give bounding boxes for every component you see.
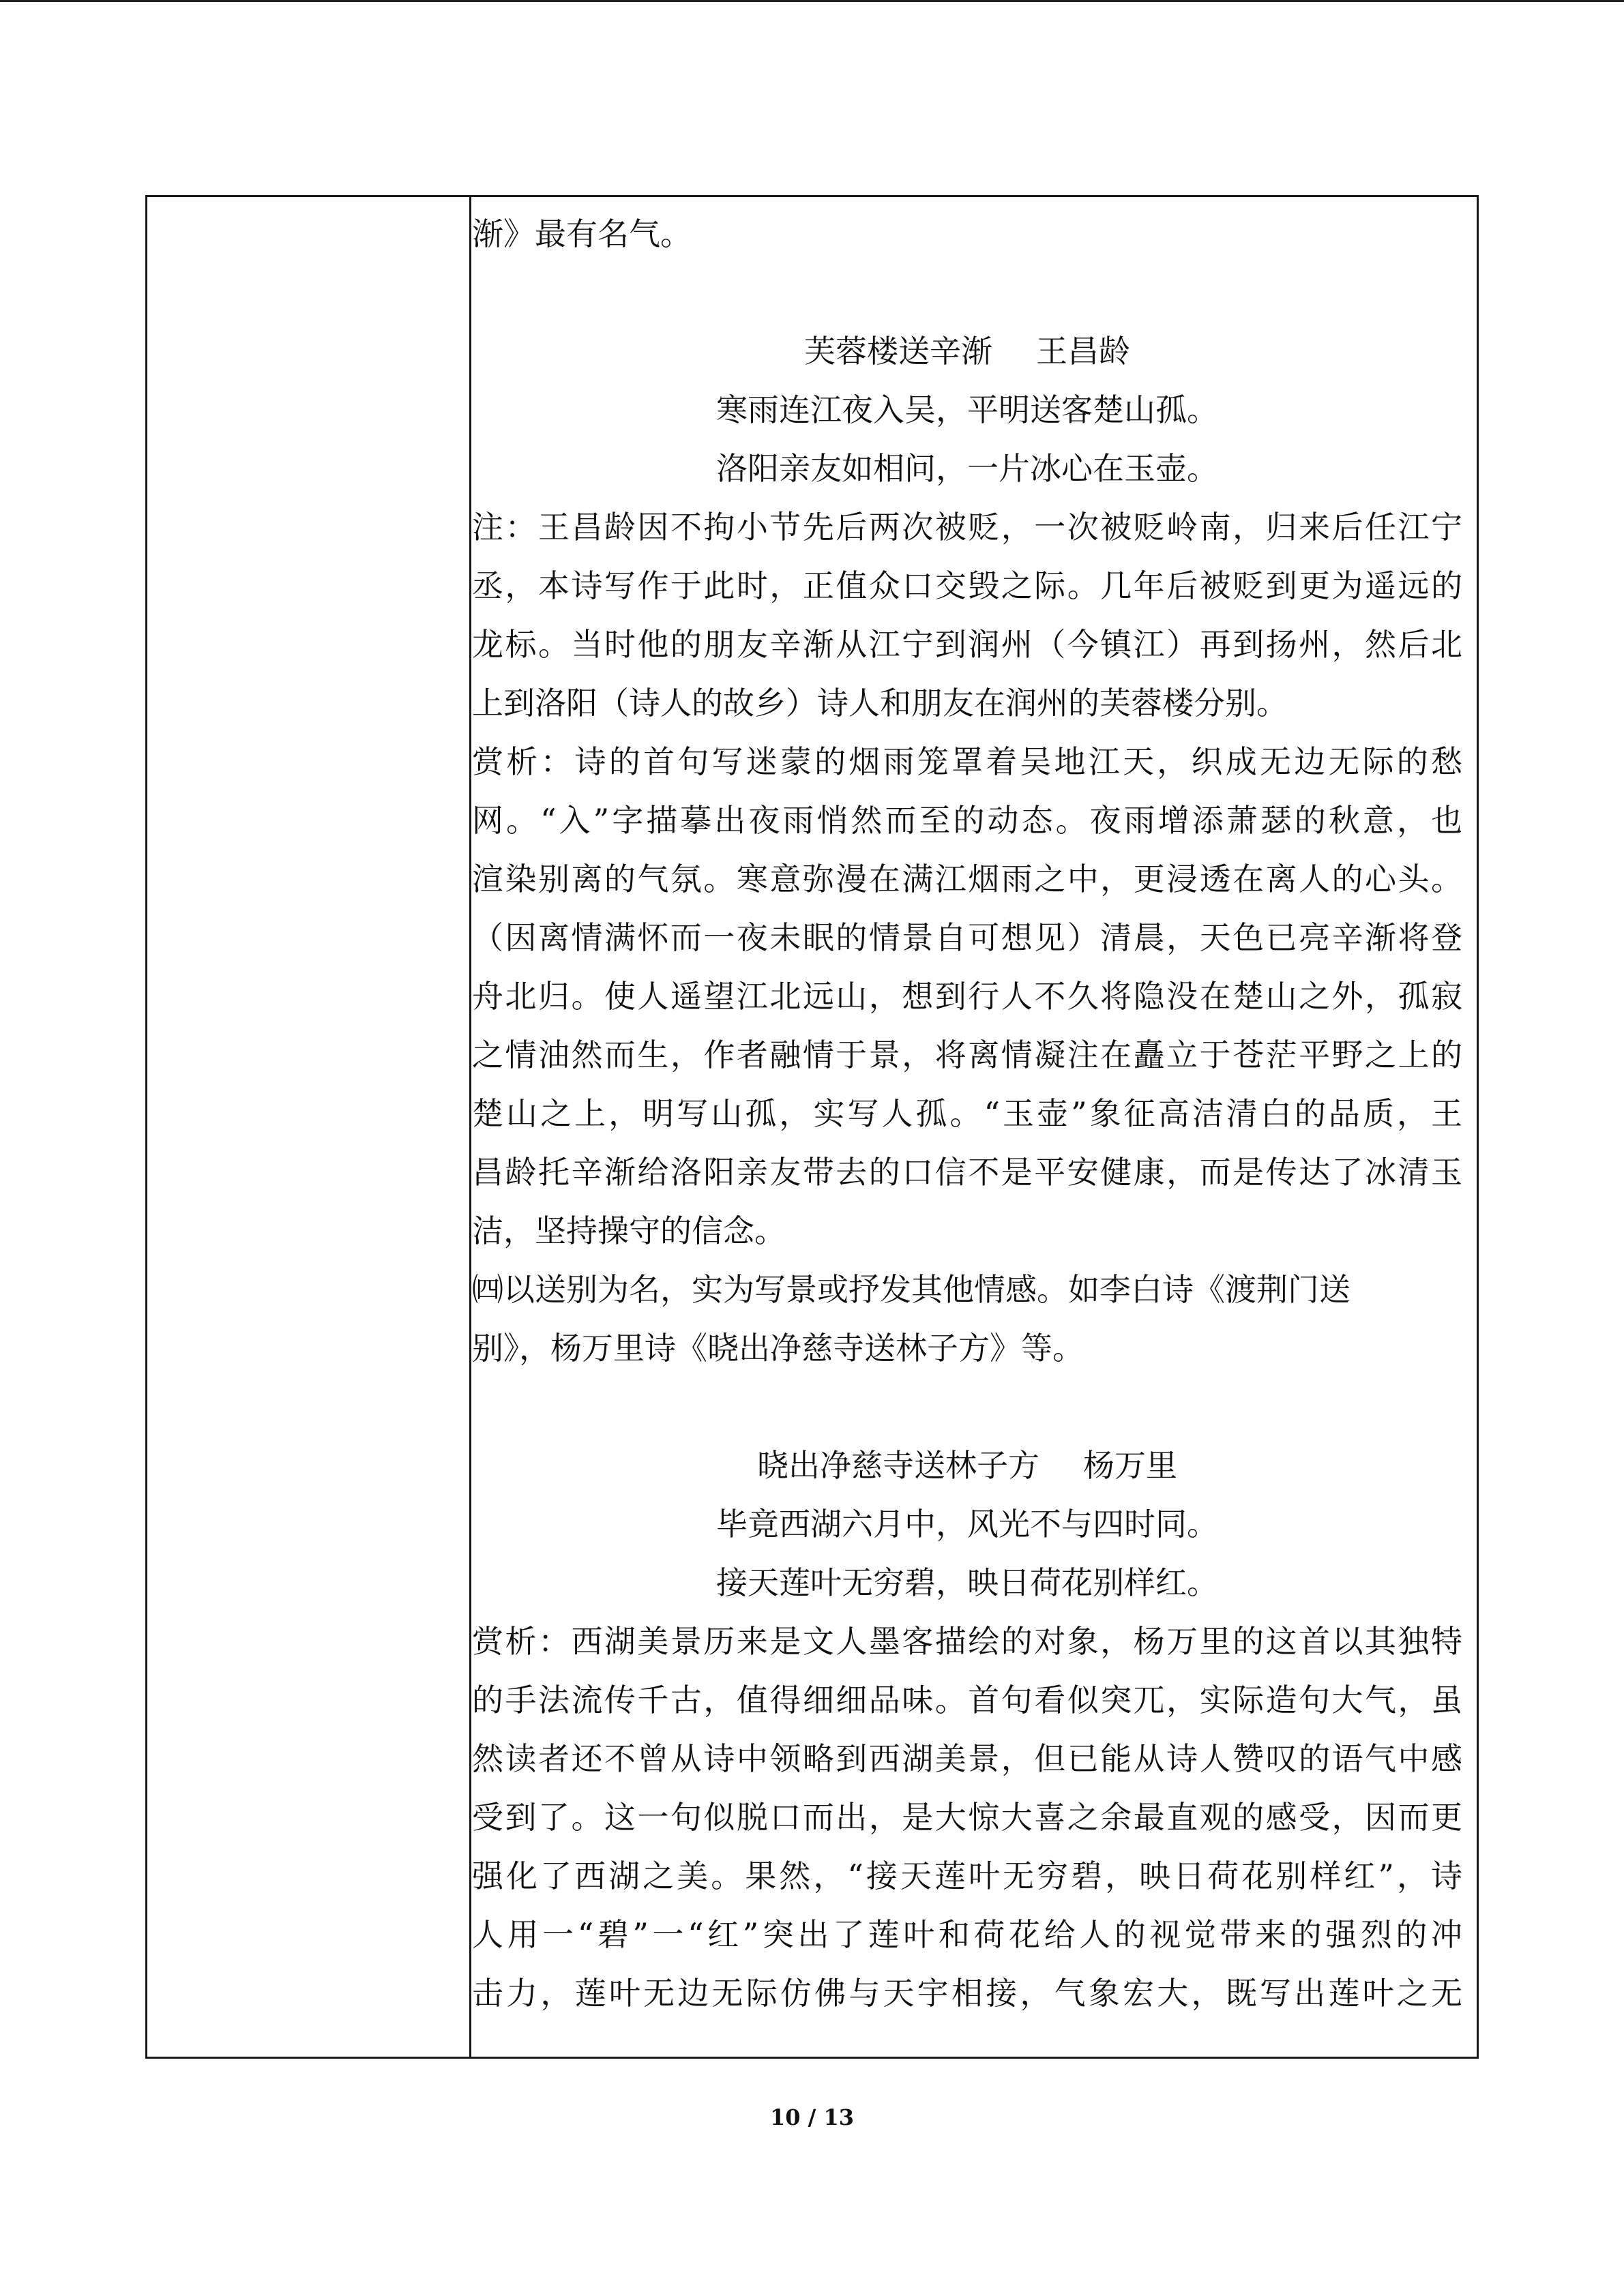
section4-line: 别》，杨万里诗《晓出净慈寺送林子方》等。 xyxy=(472,1330,1084,1367)
poem2-line: 接天莲叶无穷碧，映日荷花别样红。 xyxy=(716,1564,1218,1601)
analysis2-line: 然读者还不曾从诗中领略到西湖美景，但已能从诗人赞叹的语气中感 xyxy=(472,1740,1462,1777)
analysis1-line: 赏析：诗的首句写迷蒙的烟雨笼罩着吴地江天，织成无边无际的愁 xyxy=(472,743,1462,780)
analysis1-line: 之情油然而生，作者融情于景，将离情凝注在矗立于苍茫平野之上的 xyxy=(472,1037,1462,1073)
note-line: 丞，本诗写作于此时，正值众口交毁之际。几年后被贬到更为遥远的 xyxy=(472,567,1462,604)
page-number: 10 / 13 xyxy=(769,2104,855,2130)
table-column-divider xyxy=(469,195,471,2059)
poem1-title: 芙蓉楼送辛渐 xyxy=(804,333,992,370)
poem1-heading xyxy=(472,322,1462,381)
analysis1-line: 洁，坚持操守的信念。 xyxy=(472,1212,786,1249)
poem2-heading xyxy=(472,1436,1462,1495)
poem1-line: 寒雨连江夜入吴，平明送客楚山孤。 xyxy=(716,391,1218,428)
intro-tail-text: 渐》最有名气。 xyxy=(472,215,692,252)
blank-line xyxy=(472,1377,1462,1436)
analysis1-line: 昌龄托辛渐给洛阳亲友带去的口信不是平安健康，而是传达了冰清玉 xyxy=(472,1154,1462,1191)
analysis2-line: 受到了。这一句似脱口而出，是大惊大喜之余最直观的感受，因而更 xyxy=(472,1799,1462,1836)
analysis1-line: 舟北归。使人遥望江北远山，想到行人不久将隐没在楚山之外，孤寂 xyxy=(472,978,1462,1015)
page-top-rule xyxy=(0,0,1624,2)
analysis1-line: （因离情满怀而一夜未眠的情景自可想见）清晨，天色已亮辛渐将登 xyxy=(472,919,1462,956)
analysis2-line: 强化了西湖之美。果然，“接天莲叶无穷碧，映日荷花别样红”，诗 xyxy=(472,1858,1462,1894)
poem2-title: 晓出净慈寺送林子方 xyxy=(757,1447,1039,1484)
poem1-line: 洛阳亲友如相问，一片冰心在玉壶。 xyxy=(716,450,1218,487)
blank-line xyxy=(472,263,1462,322)
table-left-cell-empty xyxy=(147,197,469,2057)
analysis2-line: 赏析：西湖美景历来是文人墨客描绘的对象，杨万里的这首以其独特 xyxy=(472,1623,1462,1660)
analysis2-line: 人用一“碧”一“红”突出了莲叶和荷花给人的视觉带来的强烈的冲 xyxy=(472,1916,1462,1953)
poem2-line: 毕竟西湖六月中，风光不与四时同。 xyxy=(716,1506,1218,1542)
table-right-cell-content xyxy=(472,205,1462,2023)
analysis2-line: 击力，莲叶无边无际仿佛与天宇相接，气象宏大，既写出莲叶之无 xyxy=(472,1975,1462,2012)
note-line: 上到洛阳（诗人的故乡）诗人和朋友在润州的芙蓉楼分别。 xyxy=(472,685,1288,721)
analysis1-line: 网。“入”字描摹出夜雨悄然而至的动态。夜雨增添萧瑟的秋意，也 xyxy=(472,802,1462,839)
analysis1-line: 渲染别离的气氛。寒意弥漫在满江烟雨之中，更浸透在离人的心头。 xyxy=(472,861,1462,897)
note-line: 注：王昌龄因不拘小节先后两次被贬，一次被贬岭南，归来后任江宁 xyxy=(472,509,1462,546)
analysis2-line: 的手法流传千古，值得细细品味。首句看似突兀，实际造句大气，虽 xyxy=(472,1682,1462,1718)
poem1-author: 王昌龄 xyxy=(1036,333,1130,370)
note-line: 龙标。当时他的朋友辛渐从江宁到润州（今镇江）再到扬州，然后北 xyxy=(472,626,1462,663)
section4-line: ㈣以送别为名，实为写景或抒发其他情感。如李白诗《渡荆门送 xyxy=(472,1271,1350,1308)
analysis1-line: 楚山之上，明写山孤，实写人孤。“玉壶”象征高洁清白的品质，王 xyxy=(472,1095,1462,1132)
poem2-author: 杨万里 xyxy=(1083,1447,1177,1484)
